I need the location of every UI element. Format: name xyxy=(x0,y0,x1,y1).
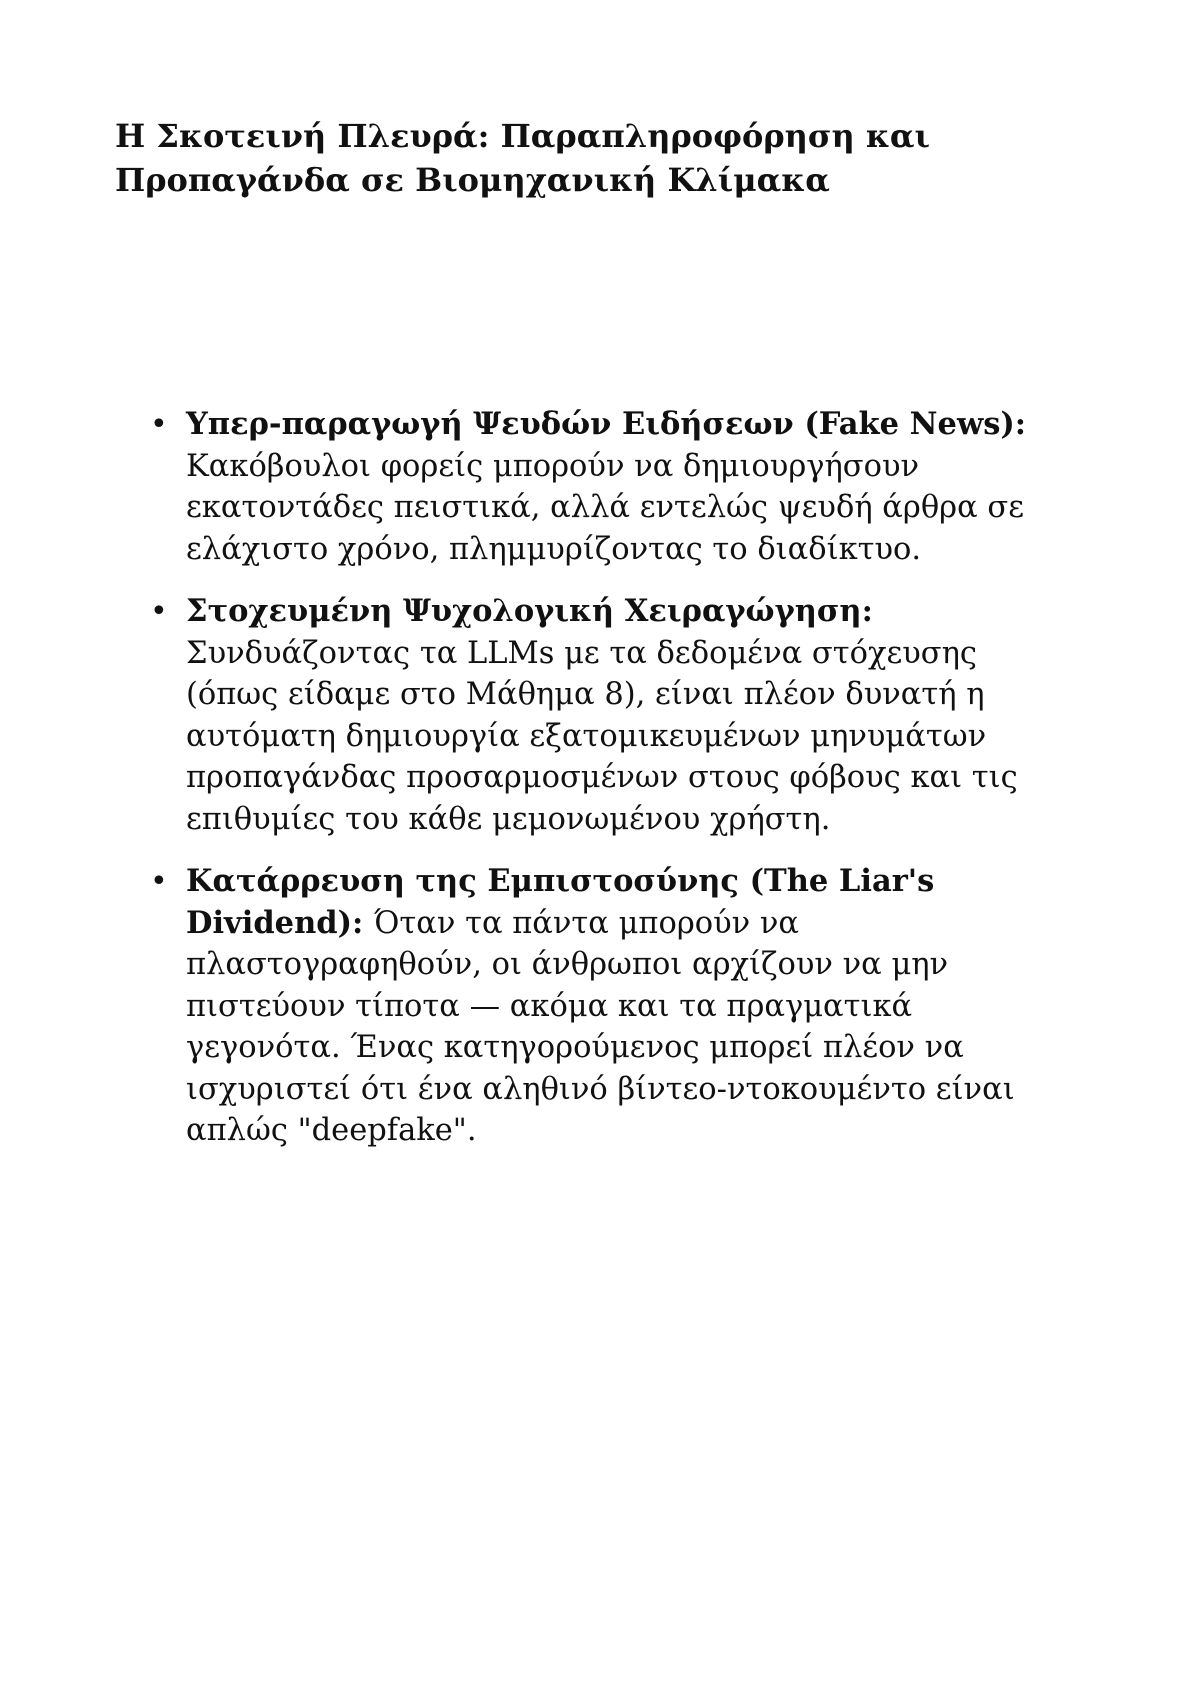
bullet-heading: Υπερ-παραγωγή Ψευδών Ειδήσεων (Fake News): xyxy=(186,406,1027,442)
bullet-list xyxy=(150,404,1070,1173)
list-item xyxy=(150,591,1070,840)
bullet-heading: Κατάρρευση της Εμπιστοσύνης (The Liar's Dividend): xyxy=(186,863,935,941)
bullet-text: Κακόβουλοι φορείς μπορούν να δημιουργήσουν εκατοντάδες πειστικά, αλλά εντελώς ψευδή άρθρα σε ελάχιστο χρόνο, πλημμυρίζοντας το διαδίκτυο. xyxy=(186,448,1025,567)
list-item xyxy=(150,861,1070,1152)
bullet-icon: • xyxy=(150,864,168,899)
bullet-icon: • xyxy=(150,407,168,442)
bullet-text: Συνδυάζοντας τα LLMs με τα δεδομένα στόχευσης (όπως είδαμε στο Μάθημα 8), είναι πλέον δυνατή η αυτόματη δημιουργία εξατομικευμένων μηνυμάτων προπαγάνδας προσαρμοσμένων στους φόβους και τις επιθυμίες του κάθε μεμονωμένου χρήστη. xyxy=(186,635,1018,837)
page-title: Η Σκοτεινή Πλευρά: Παραπληροφόρηση και Προπαγάνδα σε Βιομηχανική Κλίμακα xyxy=(115,117,931,199)
bullet-heading: Στοχευμένη Ψυχολογική Χειραγώγηση: xyxy=(186,593,873,629)
bullet-text: Όταν τα πάντα μπορούν να πλαστογραφηθούν, οι άνθρωποι αρχίζουν να μην πιστεύουν τίποτα — ακόμα και τα πραγματικά γεγονότα. Ένας κατηγορούμενος μπορεί πλέον να ισχυριστεί ότι ένα αληθινό βίντεο-ντοκουμέντο είναι απλώς "deepfake". xyxy=(186,905,1015,1148)
list-item xyxy=(150,404,1070,570)
bullet-icon: • xyxy=(150,594,168,629)
